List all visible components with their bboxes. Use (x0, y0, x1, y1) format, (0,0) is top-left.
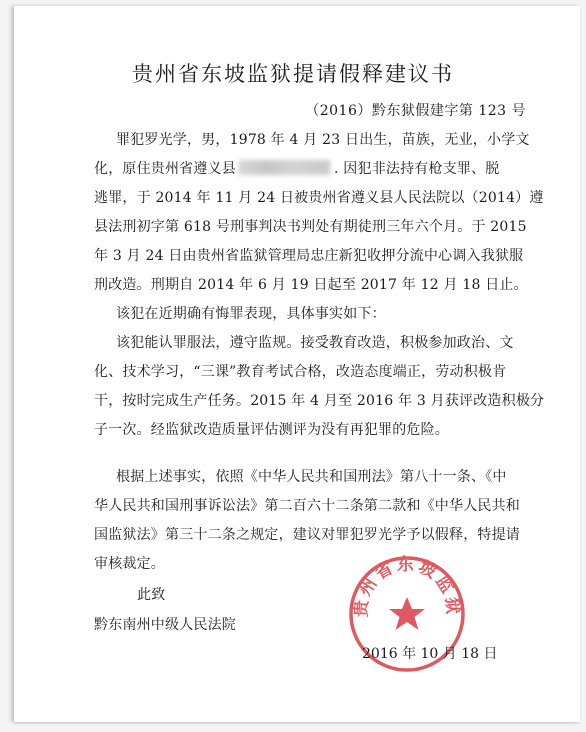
text-fragment: . 因犯非法持有枪支罪、脱 (334, 161, 500, 177)
text-line: 年 3 月 24 日由贵州省监狱管理局忠庄新犯收押分流中心调入我狱服 (94, 248, 524, 264)
text-line: 审核裁定。 (94, 556, 165, 572)
text-line: 子一次。经监狱改造质量评估测评为没有再犯罪的危险。 (94, 422, 449, 438)
text-line: 华人民共和国刑事诉讼法》第二百六十二条第二款和《中华人民共和 (94, 498, 520, 514)
document-date: 2016 年 10 月 18 日 (362, 646, 498, 662)
seal-text: 贵州省东坡监狱 (351, 555, 463, 618)
document-title: 贵州省东坡监狱提请假释建议书 (132, 62, 454, 86)
text-line: 国监狱法》第三十二条之规定，建议对罪犯罗光学予以假释，特提请 (94, 527, 520, 543)
text-line: 罪犯罗光学，男，1978 年 4 月 23 日出生，苗族，无业，小学文 (116, 132, 530, 148)
text-line: 该犯在近期确有悔罪表现，具体事实如下： (116, 306, 386, 322)
text-line: 该犯能认罪服法，遵守监规。接受教育改造，积极参加政治、文 (116, 335, 514, 351)
text-line: 干，按时完成生产任务。2015 年 4 月至 2016 年 3 月获评改造积极分 (94, 393, 545, 409)
text-line (94, 158, 500, 178)
text-line: 逃罪，于 2014 年 11 月 24 日被贵州省遵义县人民法院以（2014）遵 (94, 190, 544, 206)
text-line: 县法刑初字第 618 号刑事判决书判处有期徒刑三年六个月。于 2015 (94, 219, 527, 235)
redacted-address (238, 160, 330, 175)
document-number: （2016）黔东狱假建字第 123 号 (305, 103, 526, 119)
text-line: 根据上述事实，依照《中华人民共和国刑法》第八十一条、《中 (116, 469, 507, 485)
closing-text: 此致 (137, 587, 166, 603)
text-line: 刑改造。刑期自 2014 年 6 月 19 日起至 2017 年 12 月 18 日止。 (94, 277, 528, 293)
recipient-name: 黔东南州中级人民法院 (94, 617, 236, 633)
text-line: 化、技术学习，“三课”教育考试合格，改造态度端正，劳动积极肯 (94, 364, 507, 380)
text-fragment: 化，原住贵州省遵义县 (94, 161, 236, 177)
seal-star (389, 597, 425, 630)
